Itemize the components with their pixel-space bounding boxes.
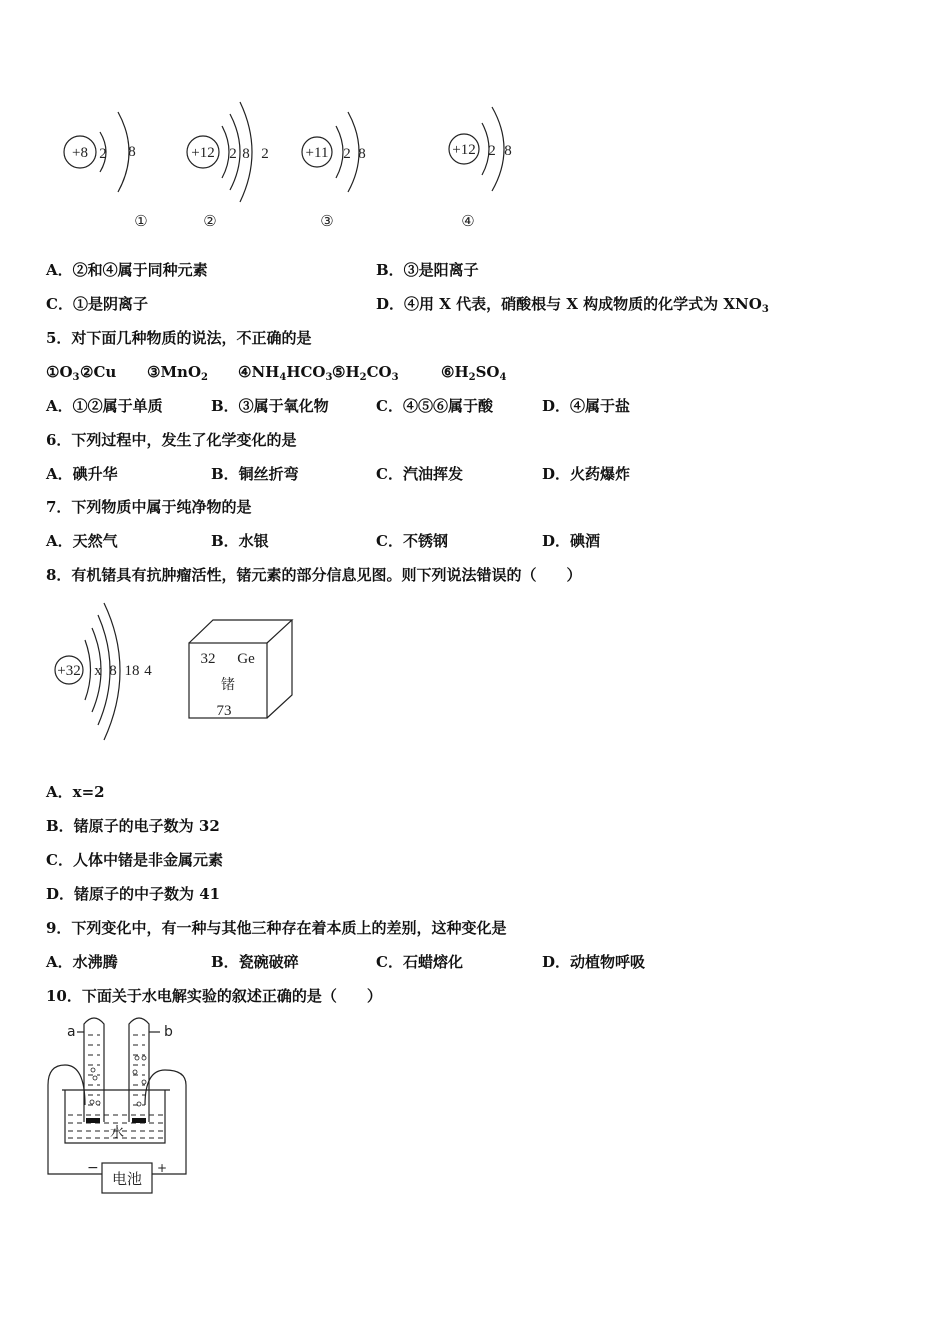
atom-structure-diagrams (40, 90, 540, 240)
tube-a-label: a (67, 1024, 76, 1040)
water-label: 水 (110, 1125, 124, 1141)
negative-terminal: − (87, 1160, 99, 1176)
atom-4-nucleus: +12 (452, 142, 476, 158)
q5-substance-4: $④NH_4HCO_3$ (238, 363, 333, 383)
atom-3-shell-2: 8 (358, 146, 366, 162)
q6-option-b: B．铜丝折弯 (211, 465, 299, 483)
q9-option-c: C．石蜡熔化 (376, 953, 463, 971)
positive-terminal: + (157, 1161, 168, 1175)
q10-stem: 10．下面关于水电解实验的叙述正确的是（ ） (46, 987, 382, 1005)
q4-option-a: A．②和④属于同种元素 (46, 261, 208, 279)
q4-option-b: B．③是阳离子 (376, 261, 479, 279)
ge-shell-4: 4 (144, 663, 152, 679)
q5-option-b: B．③属于氧化物 (211, 397, 329, 415)
q6-option-c: C．汽油挥发 (376, 465, 463, 483)
atom-4-shell-1: 2 (488, 143, 496, 159)
q4-option-d (376, 294, 769, 314)
ge-name: 锗 (221, 677, 235, 693)
q5-substance-6: $⑥H_2SO_4$ (441, 363, 507, 383)
q4-option-c: C．①是阴离子 (46, 295, 148, 313)
q5-option-c: C．④⑤⑥属于酸 (376, 397, 493, 415)
ge-nucleus: +32 (57, 663, 81, 679)
q5-substance-1: $①O_3$ (46, 363, 80, 383)
q5-substance-5: $⑤H_2CO_3$ (332, 363, 399, 383)
q6-stem: 6．下列过程中，发生了化学变化的是 (46, 431, 297, 449)
q8-option-d: D．锗原子的中子数为 41 (46, 885, 221, 903)
atom-2-nucleus: +12 (191, 145, 215, 161)
q9-option-a: A．水沸腾 (46, 953, 118, 971)
q5-option-a: A．①②属于单质 (46, 397, 163, 415)
atom-3-label: ③ (320, 214, 334, 230)
q5-substance-3: ③MnO$_2$ (147, 363, 208, 383)
q8-option-b: B．锗原子的电子数为 32 (46, 817, 220, 835)
atom-2-shell-1: 2 (229, 146, 237, 162)
atom-4-shell-2: 8 (504, 143, 512, 159)
atom-4-label: ④ (461, 214, 475, 230)
atom-1-nucleus: +8 (72, 145, 88, 161)
subscript: 3 (761, 304, 769, 315)
q9-option-b: B．瓷碗破碎 (211, 953, 299, 971)
q8-option-c: C．人体中锗是非金属元素 (46, 851, 223, 869)
q7-option-c: C．不锈钢 (376, 532, 448, 550)
q7-stem: 7．下列物质中属于纯净物的是 (46, 498, 252, 516)
q8-option-a: A．x=2 (46, 783, 105, 801)
q6-option-d: D．火药爆炸 (542, 465, 631, 483)
atom-1-shell-1: 2 (99, 146, 107, 162)
germanium-diagram (40, 595, 320, 750)
q7-option-a: A．天然气 (46, 532, 118, 550)
tube-b-label: b (164, 1024, 173, 1040)
q5-substance-2: ②Cu (80, 363, 117, 381)
atom-2-shell-2: 8 (242, 146, 250, 162)
atom-3-nucleus: +11 (305, 145, 329, 161)
atom-2-label: ② (203, 214, 217, 230)
q5-option-d: D．④属于盐 (542, 397, 631, 415)
ge-mass: 73 (216, 703, 232, 719)
q7-option-d: D．碘酒 (542, 532, 601, 550)
q9-stem: 9．下列变化中，有一种与其他三种存在着本质上的差别，这种变化是 (46, 919, 507, 937)
ge-shell-1: x (94, 663, 102, 679)
q9-option-d: D．动植物呼吸 (542, 953, 646, 971)
water-electrolysis-diagram (40, 1010, 200, 1200)
q4-option-d-text: D．④用 X 代表，硝酸根与 X 构成物质的化学式为 XNO (376, 295, 762, 313)
atom-3-shell-1: 2 (343, 146, 351, 162)
q5-stem: 5．对下面几种物质的说法，不正确的是 (46, 329, 312, 347)
ge-symbol: Ge (237, 651, 255, 667)
atom-1-shell-2: 8 (128, 144, 136, 160)
atom-2-shell-3: 2 (261, 146, 269, 162)
battery-label: 电池 (111, 1170, 143, 1188)
q7-option-b: B．水银 (211, 532, 269, 550)
ge-shell-2: 8 (109, 663, 117, 679)
ge-shell-3: 18 (124, 663, 140, 679)
q8-stem: 8．有机锗具有抗肿瘤活性，锗元素的部分信息见图。则下列说法错误的（ ） (46, 566, 582, 584)
ge-atomic-number: 32 (200, 651, 216, 667)
atom-1-label: ① (134, 214, 148, 230)
q6-option-a: A．碘升华 (46, 465, 118, 483)
